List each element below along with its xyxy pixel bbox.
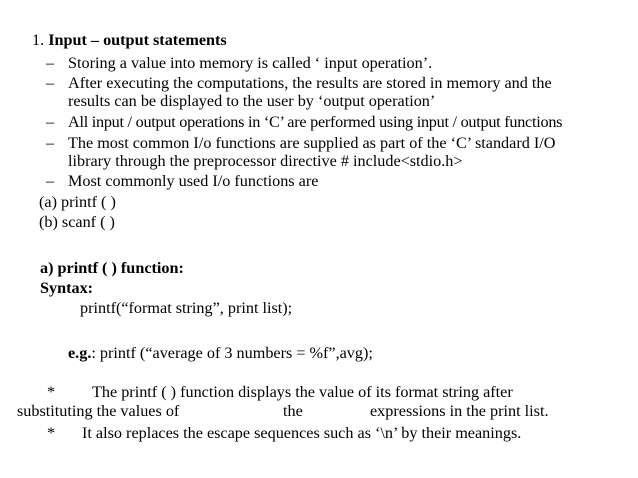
bullet-continuation	[68, 152, 463, 170]
note-text: It also replaces the escape sequences such as ‘\n’ by their meanings.	[82, 424, 522, 442]
bullet-text: After executing the computations, the results are stored in memory and the	[68, 74, 552, 92]
bullet-dash: –	[46, 113, 55, 131]
note-text: substituting the values of	[17, 402, 180, 420]
bullet-dash: –	[46, 134, 55, 152]
example-label: e.g.	[68, 344, 92, 362]
function-item: (b) scanf ( )	[39, 213, 115, 231]
heading-number: 1	[32, 31, 41, 49]
example-text: : printf (“average of 3 numbers = %f”,avg);	[91, 344, 373, 362]
bullet-text: The most common I/o functions are supplied as part of the ‘C’ standard I/O	[68, 134, 556, 152]
bullet-text: library through the preprocessor directive # include<stdio.h>	[68, 152, 463, 170]
heading-separator: .	[40, 31, 45, 49]
bullet-dash: –	[46, 74, 55, 92]
bullet-text: Most commonly used I/o functions are	[68, 172, 319, 190]
note-star: *	[47, 424, 56, 442]
syntax-label: Syntax:	[40, 279, 94, 297]
syntax-line: printf(“format string”, print list);	[80, 299, 293, 317]
function-item: (a) printf ( )	[39, 193, 116, 211]
note-text: the	[283, 402, 303, 420]
bullet-continuation	[68, 92, 435, 110]
bullet-text: All input / output operations in ‘C’ are performed using input / output functions	[68, 113, 563, 131]
note-text: The printf ( ) function displays the value of its format string after	[92, 383, 513, 401]
bullet-dash: –	[46, 54, 55, 72]
bullet-dash: –	[46, 172, 55, 190]
note-text: expressions in the print list.	[370, 402, 549, 420]
printf-title: a) printf ( ) function:	[40, 259, 184, 277]
heading-title: Input – output statements	[48, 31, 227, 49]
example-line	[68, 344, 373, 362]
bullet-text: results can be displayed to the user by ‘output operation’	[68, 92, 436, 110]
section-heading	[32, 31, 227, 49]
note-star: *	[47, 383, 56, 401]
bullet-text: Storing a value into memory is called ‘ input operation’.	[68, 54, 433, 72]
